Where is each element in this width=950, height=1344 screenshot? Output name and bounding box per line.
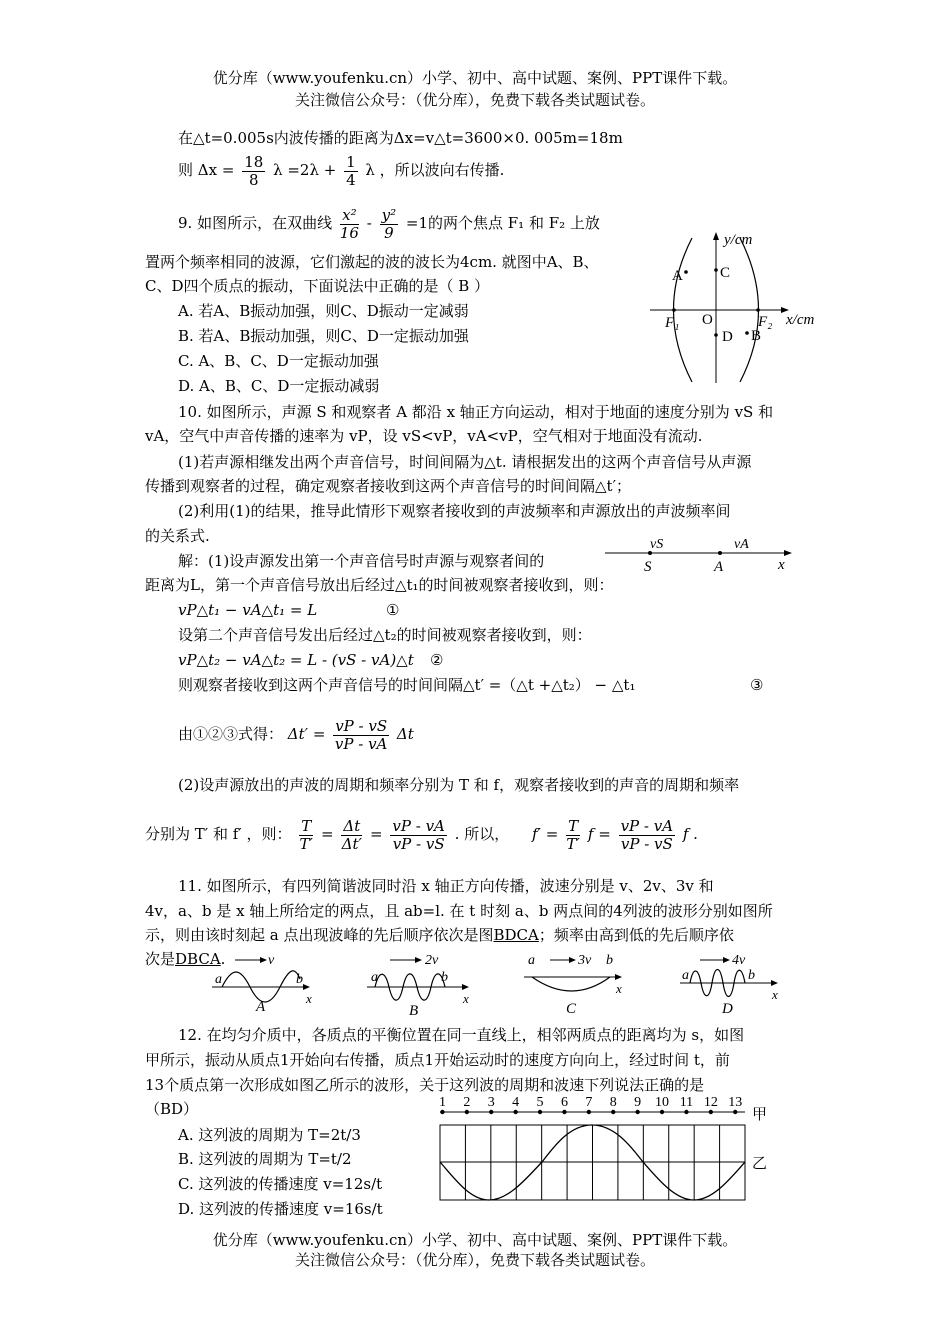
- q10-line-5: (2)利用(1)的结果，推导此情形下观察者接收到的声波频率和声源放出的声波频率间: [178, 502, 731, 520]
- fraction-x2-16: $\frac{\text{x²}}{16}$: [339, 205, 359, 242]
- q9-minus: -: [366, 214, 372, 232]
- q10-part2-text-d: f .: [682, 825, 698, 843]
- x-label-c: x: [616, 981, 622, 996]
- particle-dot-1: [440, 1110, 444, 1114]
- q11-answer-2: DBCA: [175, 950, 221, 968]
- q11-text-c: 次是: [145, 950, 176, 968]
- q12-line-1: 12. 在均匀介质中，各质点的平衡位置在同一直线上，相邻两质点的距离均为 s，如图: [178, 1026, 745, 1044]
- label-f2: F₂: [758, 314, 773, 330]
- particle-dot-12: [709, 1110, 713, 1114]
- q10-result-1: [178, 712, 414, 756]
- focus-f1-point: [672, 308, 676, 312]
- q10-line-1: 10. 如图所示，声源 S 和观察者 A 都沿 x 轴正方向运动，相对于地面的速度分别为 vS 和: [178, 403, 774, 421]
- particle-dot-10: [660, 1110, 664, 1114]
- q10-eq-2: =: [370, 825, 383, 843]
- focus-f2-point: [756, 308, 760, 312]
- q11-text-b: ；频率由高到低的先后顺序依: [538, 926, 734, 944]
- q9-line-3: C、D四个质点的振动，下面说法中正确的是（ B ）: [145, 277, 490, 295]
- q11-text-a: 示，则由该时刻起 a 点出现波峰的先后顺序依次是图: [145, 926, 494, 944]
- q10-solution-1: 解：(1)设声源发出第一个声音信号时声源与观察者间的: [178, 552, 545, 570]
- hyperbola-figure: [640, 228, 830, 388]
- wave-figure-b: [365, 945, 480, 1019]
- point-d: [714, 333, 718, 337]
- particle-dot-2: [465, 1110, 469, 1114]
- label-b: B: [751, 328, 762, 344]
- fraction-y2-9: $\frac{\text{y²}}{9}$: [381, 205, 397, 242]
- point-a-label-d: a: [682, 968, 689, 983]
- particle-number-4: 4: [512, 1095, 520, 1110]
- q10-line-6: 的关系式.: [145, 527, 210, 545]
- q12-line-4: （BD）: [145, 1100, 199, 1118]
- x-arrow-a: [303, 984, 310, 990]
- particle-number-10: 10: [655, 1095, 670, 1110]
- particle-dot-13: [733, 1110, 737, 1114]
- speed-arrowhead-b: [415, 957, 422, 963]
- particle-number-13: 13: [728, 1095, 743, 1110]
- axis-x-label: x: [778, 557, 785, 573]
- q10-marker-3: ③: [750, 676, 764, 694]
- label-d: D: [722, 329, 733, 345]
- wave-figure-c: [522, 945, 632, 1015]
- point-b-label-d: b: [748, 968, 755, 983]
- footer-line-1: 优分库（www.youfenku.cn）小学、初中、高中试题、案例、PPT课件下载。: [212, 1231, 738, 1249]
- motion-axis-arrow: [784, 550, 792, 556]
- label-f1: F₁: [665, 315, 680, 331]
- q10-line-4: 传播到观察者的过程，确定观察者接收到这两个声音信号的时间间隔△t′；: [145, 477, 631, 495]
- x-label-a: x: [306, 991, 312, 1006]
- speed-arrowhead-d: [723, 957, 730, 963]
- q9-line-1: [178, 205, 600, 242]
- particle-dot-3: [489, 1110, 493, 1114]
- label-a: A: [672, 268, 683, 284]
- particle-dot-6: [562, 1110, 566, 1114]
- label-c: C: [720, 265, 731, 281]
- intro-text-b: λ =2λ +: [273, 161, 337, 179]
- q9-text-b: =1的两个焦点 F₁ 和 F₂ 上放: [405, 214, 600, 232]
- q12-option-b: B. 这列波的周期为 T=t/2: [178, 1150, 352, 1168]
- particle-dot-8: [611, 1110, 615, 1114]
- q10-result-fraction: $\frac{vP - vS}{vP - vA}$: [334, 716, 388, 753]
- q10-solution-3: 设第二个声音信号发出后经过△t₂的时间被观察者接收到，则：: [178, 626, 592, 644]
- label-origin: O: [702, 312, 713, 328]
- q10-line-3: (1)若声源相继发出两个声音信号，时间间隔为△t. 请根据发出的这两个声音信号从声源: [178, 453, 752, 471]
- q10-part2-line-1: (2)设声源放出的声波的周期和频率分别为 T 和 f，观察者接收到的声音的周期和频率: [178, 776, 740, 794]
- q9-option-d: D. A、B、C、D一定振动减弱: [178, 377, 380, 395]
- particle-number-7: 7: [585, 1095, 593, 1110]
- point-a-label-b: a: [371, 970, 378, 985]
- point-b-label-b: b: [441, 970, 448, 985]
- particle-dot-9: [635, 1110, 639, 1114]
- q10-marker-1: ①: [386, 601, 400, 619]
- q9-text-a: 9. 如图所示，在双曲线: [178, 214, 333, 232]
- speed-label-b: 2v: [425, 953, 439, 968]
- q10-result-dt: Δt: [396, 725, 414, 743]
- q11-line-2: 4v，a、b 是 x 轴上所给定的两点，且 ab=l. 在 t 时刻 a、b 两点间的4列波的波形分别如图所: [145, 902, 773, 920]
- q10-fraction-t2: $\frac{T}{T'}$: [566, 816, 580, 853]
- particle-number-1: 1: [438, 1095, 446, 1110]
- figure-label-b: B: [409, 1003, 419, 1019]
- q9-option-a: A. 若A、B振动加强，则C、D振动一定减弱: [178, 302, 469, 320]
- figure-label-d: D: [722, 1001, 733, 1017]
- particle-number-5: 5: [536, 1095, 544, 1110]
- q11-text-d: .: [220, 950, 226, 968]
- x-axis-label: x/cm: [786, 312, 815, 328]
- q10-equation-1: vP△t₁ − vA△t₁ = L: [178, 601, 318, 619]
- particle-wave-figure: [430, 1095, 770, 1205]
- q9-option-c: C. A、B、C、D一定振动加强: [178, 352, 379, 370]
- q10-equation-2: vP△t₂ − vA△t₂ = L - (vS - vA)△t: [178, 651, 414, 669]
- wave-figure-a: [210, 945, 320, 1015]
- q11-line-3: [145, 925, 734, 945]
- figure-label-c: C: [566, 1001, 577, 1017]
- point-a: [684, 270, 688, 274]
- q12-option-a: A. 这列波的周期为 T=2t/3: [178, 1126, 361, 1144]
- q12-option-c: C. 这列波的传播速度 v=12s/t: [178, 1175, 383, 1193]
- q9-line-2: 置两个频率相同的波源，它们激起的波的波长为4cm. 就图中A、B、: [145, 253, 599, 271]
- footer-line-2: 关注微信公众号：（优分库），免费下载各类试题试卷。: [294, 1251, 655, 1269]
- header-line-1: 优分库（www.youfenku.cn）小学、初中、高中试题、案例、PPT课件下载。: [212, 69, 738, 87]
- q10-part2-text-b: . 所以，: [454, 825, 510, 843]
- header-line-2: 关注微信公众号：（优分库），免费下载各类试题试卷。: [294, 91, 655, 109]
- observer-point: [718, 551, 722, 555]
- q11-line-1: 11. 如图所示，有四列简谐波同时沿 x 轴正方向传播，波速分别是 v、2v、3v 和: [178, 877, 714, 895]
- point-b-label-c: b: [606, 953, 613, 968]
- q10-fraction-dt: $\frac{\Delta t}{\Delta t'}$: [341, 816, 362, 853]
- q10-fraction-t: $\frac{T}{T'}$: [299, 816, 313, 853]
- particle-dot-7: [587, 1110, 591, 1114]
- q10-eq-3: =: [598, 825, 611, 843]
- waveform-a: [222, 971, 300, 1002]
- particle-number-3: 3: [487, 1095, 495, 1110]
- point-a-label-c: a: [528, 953, 535, 968]
- intro-line-1: 在△t=0.005s内波传播的距离为Δx=v△t=3600×0. 005m=18m: [178, 129, 623, 147]
- x-label-d: x: [772, 987, 778, 1002]
- q10-fraction-v: $\frac{vP - vA}{vP - vS}$: [392, 816, 445, 853]
- waveform-c: [532, 977, 610, 991]
- label-jia: 甲: [752, 1107, 768, 1123]
- q10-f: f: [587, 825, 594, 843]
- q12-line-3: 13个质点第一次形成如图乙所示的波形，关于这列波的周期和波速下列说法正确的是: [145, 1076, 705, 1094]
- speed-label-a: v: [268, 953, 275, 968]
- intro-text-a: 则 Δx =: [178, 161, 235, 179]
- particle-number-9: 9: [634, 1095, 642, 1110]
- particle-number-8: 8: [609, 1095, 617, 1110]
- fraction-18-8: $\frac{18}{8}$: [244, 152, 264, 189]
- observer-label: A: [714, 559, 724, 575]
- sound-source-figure: [600, 535, 800, 577]
- speed-arrowhead-c: [569, 957, 576, 963]
- x-arrow-b: [462, 984, 469, 990]
- point-b-label-a: b: [296, 972, 303, 987]
- q10-solution-2: 距离为L，第一个声音信号放出后经过△t₁的时间被观察者接收到，则：: [145, 576, 614, 594]
- q10-fraction-v2: $\frac{vP - vA}{vP - vS}$: [620, 816, 674, 853]
- x-label-b: x: [463, 991, 469, 1006]
- label-yi: 乙: [752, 1156, 768, 1172]
- speed-label-d: 4v: [732, 953, 746, 968]
- q10-result-lhs: Δt′ =: [287, 725, 326, 743]
- particle-dot-4: [513, 1110, 517, 1114]
- q10-marker-2: ②: [430, 651, 444, 669]
- wave-figure-d: [678, 945, 788, 1015]
- x-arrow-c: [615, 974, 622, 980]
- q9-option-b: B. 若A、B振动加强，则C、D一定振动加强: [178, 327, 469, 345]
- q10-solution-4: 则观察者接收到这两个声音信号的时间间隔△t′ =（△t +△t₂） − △t₁: [178, 676, 636, 694]
- intro-text-c: λ ，所以波向右传播.: [365, 161, 505, 179]
- particle-number-11: 11: [679, 1095, 694, 1110]
- q12-option-d: D. 这列波的传播速度 v=16s/t: [178, 1200, 383, 1218]
- point-b: [745, 331, 749, 335]
- q10-part2-text-c: f′ =: [532, 825, 559, 843]
- particle-dot-11: [684, 1110, 688, 1114]
- speed-arrowhead-a: [260, 957, 267, 963]
- particle-dot-5: [538, 1110, 542, 1114]
- q10-part2-line-2: [145, 812, 698, 856]
- point-c: [714, 268, 718, 272]
- point-a-label-a: a: [215, 972, 222, 987]
- particle-number-6: 6: [560, 1095, 568, 1110]
- particle-number-12: 12: [703, 1095, 718, 1110]
- speed-label-c: 3v: [578, 953, 592, 968]
- q10-line-2: vA，空气中声音传播的速率为 vP，设 vS<vP，vA<vP，空气相对于地面没有流动.: [145, 427, 703, 445]
- particle-number-2: 2: [463, 1095, 471, 1110]
- figure-label-a: A: [256, 999, 266, 1015]
- q12-line-2: 甲所示，振动从质点1开始向右传播，质点1开始运动时的速度方向向上，经过时间 t，前: [145, 1051, 730, 1069]
- q10-eq-1: =: [321, 825, 334, 843]
- intro-line-2: [178, 152, 504, 189]
- y-axis-label: y/cm: [724, 232, 753, 248]
- x-arrow-d: [771, 980, 778, 986]
- q11-answer-1: BDCA: [493, 926, 539, 944]
- q10-result-text: 由①②③式得：: [178, 725, 284, 743]
- q10-part2-text-a: 分别为 T′ 和 f′ ，则：: [145, 825, 292, 843]
- y-axis-arrow: [713, 232, 719, 240]
- fraction-1-4: $\frac{1}{4}$: [346, 152, 356, 189]
- vs-label: vS: [650, 537, 664, 552]
- source-label: S: [644, 559, 652, 575]
- va-label: vA: [734, 537, 749, 552]
